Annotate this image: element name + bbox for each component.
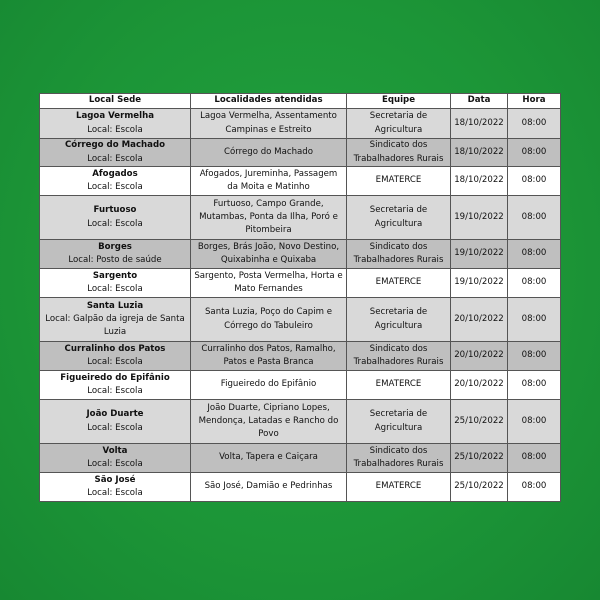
site-place: Local: Posto de saúde bbox=[68, 255, 162, 265]
cell-equipe: Sindicato dos Trabalhadores Rurais bbox=[347, 240, 451, 269]
site-place: Local: Galpão da igreja de Santa Luzia bbox=[45, 313, 185, 338]
cell-hora: 08:00 bbox=[508, 269, 561, 298]
cell-localidades: Figueiredo do Epifânio bbox=[191, 371, 347, 400]
cell-localidades: Volta, Tapera e Caiçara bbox=[191, 444, 347, 473]
cell-local-sede bbox=[40, 371, 191, 400]
cell-equipe: Sindicato dos Trabalhadores Rurais bbox=[347, 342, 451, 371]
cell-local-sede bbox=[40, 139, 191, 167]
cell-equipe: Sindicato dos Trabalhadores Rurais bbox=[347, 444, 451, 473]
site-place: Local: Escola bbox=[87, 488, 143, 498]
cell-localidades: Córrego do Machado bbox=[191, 139, 347, 167]
header-equipe: Equipe bbox=[347, 94, 451, 109]
cell-local-sede bbox=[40, 109, 191, 139]
cell-localidades: João Duarte, Cipriano Lopes, Mendonça, Latadas e Rancho do Povo bbox=[191, 400, 347, 444]
table-row bbox=[40, 342, 561, 371]
site-name: João Duarte bbox=[86, 409, 144, 420]
cell-localidades: Borges, Brás João, Novo Destino, Quixabinha e Quixaba bbox=[191, 240, 347, 269]
cell-hora: 08:00 bbox=[508, 139, 561, 167]
cell-equipe: EMATERCE bbox=[347, 269, 451, 298]
cell-localidades: Sargento, Posta Vermelha, Horta e Mato Fernandes bbox=[191, 269, 347, 298]
site-name: Afogados bbox=[92, 168, 138, 179]
site-name: Lagoa Vermelha bbox=[75, 111, 154, 122]
cell-local-sede bbox=[40, 269, 191, 298]
site-place: Local: Escola bbox=[87, 386, 143, 396]
cell-data: 25/10/2022 bbox=[451, 473, 508, 502]
cell-equipe: EMATERCE bbox=[347, 371, 451, 400]
cell-localidades: Afogados, Jureminha, Passagem da Moita e Matinho bbox=[191, 167, 347, 196]
cell-data: 19/10/2022 bbox=[451, 240, 508, 269]
cell-localidades: Curralinho dos Patos, Ramalho, Patos e Pasta Branca bbox=[191, 342, 347, 371]
table-body bbox=[40, 109, 561, 502]
header-local-sede: Local Sede bbox=[40, 94, 191, 109]
table-header-row bbox=[40, 94, 561, 109]
schedule-sheet bbox=[39, 93, 560, 505]
site-name: Volta bbox=[102, 445, 128, 456]
cell-equipe: Secretaria de Agricultura bbox=[347, 400, 451, 444]
site-place: Local: Escola bbox=[87, 124, 143, 135]
site-name: Figueiredo do Epifânio bbox=[60, 372, 170, 383]
cell-data: 18/10/2022 bbox=[451, 109, 508, 139]
cell-localidades: São José, Damião e Pedrinhas bbox=[191, 473, 347, 502]
site-place: Local: Escola bbox=[87, 459, 143, 469]
header-localidades: Localidades atendidas bbox=[191, 94, 347, 109]
cell-hora: 08:00 bbox=[508, 371, 561, 400]
cell-localidades: Santa Luzia, Poço do Capim e Córrego do Tabuleiro bbox=[191, 298, 347, 342]
cell-data: 19/10/2022 bbox=[451, 196, 508, 240]
cell-localidades: Furtuoso, Campo Grande, Mutambas, Ponta da Ilha, Poró e Pitombeira bbox=[191, 196, 347, 240]
cell-hora: 08:00 bbox=[508, 400, 561, 444]
table-row bbox=[40, 473, 561, 502]
table-row bbox=[40, 240, 561, 269]
cell-data: 19/10/2022 bbox=[451, 269, 508, 298]
site-name: Furtuoso bbox=[93, 205, 137, 216]
table-row bbox=[40, 444, 561, 473]
header-data: Data bbox=[451, 94, 508, 109]
cell-equipe: EMATERCE bbox=[347, 167, 451, 196]
cell-equipe: Sindicato dos Trabalhadores Rurais bbox=[347, 139, 451, 167]
cell-data: 20/10/2022 bbox=[451, 298, 508, 342]
table-row bbox=[40, 298, 561, 342]
table-row bbox=[40, 371, 561, 400]
cell-local-sede bbox=[40, 240, 191, 269]
cell-hora: 08:00 bbox=[508, 167, 561, 196]
cell-local-sede bbox=[40, 167, 191, 196]
cell-data: 25/10/2022 bbox=[451, 400, 508, 444]
table-row bbox=[40, 196, 561, 240]
header-hora: Hora bbox=[508, 94, 561, 109]
cell-data: 20/10/2022 bbox=[451, 371, 508, 400]
cell-hora: 08:00 bbox=[508, 109, 561, 139]
site-place: Local: Escola bbox=[87, 218, 143, 229]
cell-equipe: Secretaria de Agricultura bbox=[347, 298, 451, 342]
cell-equipe: Secretaria de Agricultura bbox=[347, 196, 451, 240]
cell-local-sede bbox=[40, 298, 191, 342]
cell-data: 18/10/2022 bbox=[451, 167, 508, 196]
cell-data: 18/10/2022 bbox=[451, 139, 508, 167]
table-row bbox=[40, 400, 561, 444]
schedule-table bbox=[39, 93, 561, 502]
site-name: Borges bbox=[98, 241, 132, 252]
table-row bbox=[40, 139, 561, 167]
cell-hora: 08:00 bbox=[508, 240, 561, 269]
cell-equipe: EMATERCE bbox=[347, 473, 451, 502]
cell-data: 20/10/2022 bbox=[451, 342, 508, 371]
cell-data: 25/10/2022 bbox=[451, 444, 508, 473]
table-row bbox=[40, 167, 561, 196]
cell-hora: 08:00 bbox=[508, 298, 561, 342]
table-row bbox=[40, 109, 561, 139]
site-name: Córrego do Machado bbox=[64, 140, 166, 151]
site-place: Local: Escola bbox=[87, 357, 143, 367]
cell-local-sede bbox=[40, 400, 191, 444]
cell-hora: 08:00 bbox=[508, 444, 561, 473]
cell-localidades: Lagoa Vermelha, Assentamento Campinas e Estreito bbox=[191, 109, 347, 139]
cell-local-sede bbox=[40, 196, 191, 240]
cell-local-sede bbox=[40, 342, 191, 371]
cell-local-sede bbox=[40, 444, 191, 473]
site-name: Sargento bbox=[92, 270, 138, 281]
cell-hora: 08:00 bbox=[508, 473, 561, 502]
site-place: Local: Escola bbox=[87, 422, 143, 433]
cell-hora: 08:00 bbox=[508, 196, 561, 240]
site-name: São José bbox=[94, 474, 136, 485]
site-place: Local: Escola bbox=[87, 182, 143, 192]
site-place: Local: Escola bbox=[87, 153, 143, 164]
site-name: Curralinho dos Patos bbox=[64, 343, 166, 354]
table-row bbox=[40, 269, 561, 298]
cell-hora: 08:00 bbox=[508, 342, 561, 371]
cell-local-sede bbox=[40, 473, 191, 502]
cell-equipe: Secretaria de Agricultura bbox=[347, 109, 451, 139]
site-name: Santa Luzia bbox=[86, 300, 144, 311]
site-place: Local: Escola bbox=[87, 284, 143, 294]
